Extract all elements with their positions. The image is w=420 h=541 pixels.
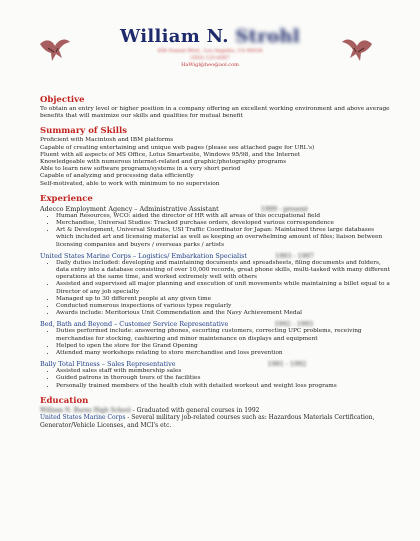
skills-section [40,126,390,187]
job-title [40,360,390,368]
address-text: 456 Sunset Blvd., Los Angeles, CA 90028 [157,48,263,54]
skill-item: Proficient with Macintosh and IBM platforms [40,137,174,144]
job-bullet: • Guided patrons in thorough tours of the facilities [56,375,390,382]
job-bullet: • Daily duties included: developing and maintaining documents and spreadsheets, filing documents and folders, data entry into a database consisting of over 10,000 records, great phone skills, multi-tasked with many different operations at the same time, and worked extremely well with others [56,260,390,282]
applicant-name [0,26,420,48]
education-heading: Education [40,395,89,406]
education-military [40,414,390,429]
job-title-text: Bally Total Fitness – Sales Representative [40,360,176,369]
job-bullet: • Managed up to 30 different people at any given time [56,296,390,303]
job-dates: 1999 - present [260,204,308,213]
skill-item: Self-motivated, able to work with minimum to no supervision [40,180,220,187]
job-dates: 1993 - 1997 [275,251,314,260]
job-dates: 1991 - 1992 [267,360,307,369]
skill-item: Capable of analyzing and processing data efficiently [40,173,194,180]
job-bally [40,360,390,390]
job-bullets [40,368,390,390]
skill-item: Capable of creating entertaining and unique web pages (please see attached page for URL's) [40,144,315,151]
job-title-text: Bed, Bath and Beyond – Customer Service Representative [40,320,229,329]
contact-phone [0,55,420,62]
job-title-text: United States Marine Corps – Logistics/ Embarkation Specialist [40,251,247,260]
skill-item: Fluent with all aspects of MS Office, Lotus Smartsuite, Windows 95/98, and the Internet [40,151,301,158]
job-bullet: • Helped to open the store for the Grand Opening [56,343,390,350]
experience-heading: Experience [40,193,93,204]
job-bullet: • Merchandise, Universal Studios: Tracked purchase orders, developed various correspondence [56,220,390,227]
skills-heading: Summary of Skills [40,126,127,137]
job-bullet: • Assisted sales staff with membership sales [56,368,390,375]
name-first: William [120,26,201,47]
contact-email[interactable]: HaWigl@heo@aol.com [181,62,239,68]
job-bullet: • Duties performed include: answering phones, escorting customers, correcting UPC problems, receiving merchandise for stocking, cashiering and minor maintenance on displays and equipment [56,328,390,342]
phone-text: (555) 123-4567 [190,55,230,61]
job-bullet: • Human Resources, WCO: aided the director of HR with all areas of this occupational field [56,213,390,220]
resume-header [0,26,420,69]
contact-address [0,48,420,55]
job-bullet: • Awards include: Meritorious Unit Commendation and the Navy Achievement Medal [56,310,390,317]
job-bullet: • Personally trained members of the health club with detailed workout and weight loss programs [56,383,390,390]
job-title [40,205,390,213]
skill-item: Able to learn new software programs/systems in a very short period [40,166,241,173]
name-last: Strohl [235,26,300,47]
objective-heading: Objective [40,95,85,105]
skill-item: Knowledgeable with numerous internet-related and graphic/photography programs [40,159,287,166]
job-adecco [40,205,390,249]
job-bullet: • Attended many workshops relating to store merchandise and loss prevention [56,350,390,357]
job-title [40,252,390,260]
job-dates: 1992 - 1993 [274,320,314,329]
education-section [40,396,390,430]
job-bullets [40,213,390,249]
school-name: William N. Burns High School [40,406,131,414]
school-detail: - Graduated with general courses in 1992 [130,406,260,414]
resume-body [40,95,390,436]
objective-text: To obtain an entry level or higher position in a company offering an excellent working environment and above average benefits that will maximize our skills and qualities for mutual benefit [40,106,390,120]
education-school [40,407,390,415]
military-detail: - Several military job-related courses such as: Hazardous Materials Certification, Generator/Vehicle Licenses, and MCI's etc. [40,414,375,430]
name-middle: N. [206,26,229,47]
job-bullets [40,260,390,318]
experience-section [40,194,390,390]
job-bedbath [40,320,390,357]
job-bullet: • Conducted numerous inspections of various types regularly [56,303,390,310]
job-bullet: • Art & Development, Universal Studios, USI Traffic Coordinator for Japan: Maintained three large databases which included art and licensing material as well as keeping an overwhelming amount of files; liaison between licensing companies and buyers / overseas parks / artists [56,227,390,249]
job-title [40,320,390,328]
job-usmc [40,252,390,318]
objective-section [40,95,390,120]
job-title-text: Adecco Employment Agency – Administrative Assistant [40,204,219,213]
military-name: United States Marine Corps [40,414,126,422]
job-bullets [40,328,390,357]
job-bullet: • Assisted and supervised all major planning and execution of unit movements while maintaining a billet equal to a Director of any job specialty [56,281,390,295]
